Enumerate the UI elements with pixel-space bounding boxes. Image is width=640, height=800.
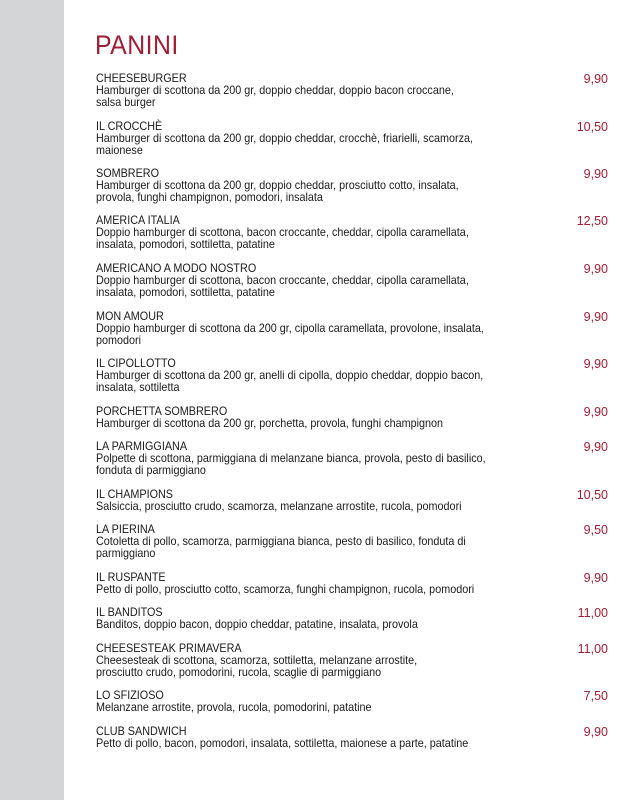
side-band — [0, 0, 64, 800]
page-title: PANINI — [95, 30, 179, 60]
item-name: IL CIPOLLOTTO — [96, 356, 176, 370]
menu-item — [96, 262, 612, 298]
menu-item — [96, 120, 612, 156]
item-name: IL RUSPANTE — [96, 570, 166, 584]
menu-item — [96, 571, 612, 595]
item-name: AMERICA ITALIA — [96, 213, 180, 227]
item-description: fonduta di parmiggiano — [96, 463, 206, 477]
item-description: Petto di pollo, prosciutto cotto, scamorza, funghi champignon, rucola, pomodori — [96, 582, 475, 596]
item-name: PORCHETTA SOMBRERO — [96, 404, 228, 418]
item-price: 7,50 — [583, 689, 608, 703]
item-description: insalata, pomodori, sottiletta, patatine — [96, 285, 275, 299]
item-description: maionese — [96, 143, 143, 157]
menu-item — [96, 606, 612, 630]
item-description: Hamburger di scottona da 200 gr, porchetta, provola, funghi champignon — [96, 416, 444, 430]
menu-item — [96, 310, 612, 346]
item-price: 9,90 — [583, 440, 608, 454]
item-description: pomodori — [96, 333, 142, 347]
item-price: 9,90 — [583, 310, 608, 324]
item-description: Doppio hamburger di scottona, bacon croccante, cheddar, cipolla caramellata, — [96, 225, 469, 239]
menu-item — [96, 72, 612, 108]
item-description: Salsiccia, prosciutto crudo, scamorza, melanzane arrostite, rucola, pomodori — [96, 499, 462, 513]
menu-item — [96, 523, 612, 559]
item-price: 9,50 — [583, 523, 608, 537]
item-name: SOMBRERO — [96, 166, 160, 180]
item-description: Doppio hamburger di scottona da 200 gr, cipolla caramellata, provolone, insalata, — [96, 321, 484, 335]
item-name: LA PARMIGGIANA — [96, 439, 188, 453]
item-description: Petto di pollo, bacon, pomodori, insalata, sottiletta, maionese a parte, patatine — [96, 736, 469, 750]
menu-item — [96, 440, 612, 476]
item-price: 10,50 — [576, 120, 608, 134]
item-name: AMERICANO A MODO NOSTRO — [96, 261, 257, 275]
item-name: IL CROCCHÈ — [96, 119, 163, 133]
item-name: LO SFIZIOSO — [96, 688, 164, 702]
item-description: Polpette di scottona, parmiggiana di melanzane bianca, provola, pesto di basilico, — [96, 451, 486, 465]
menu-item — [96, 725, 612, 749]
item-description: insalata, sottiletta — [96, 380, 180, 394]
item-price: 11,00 — [577, 642, 608, 656]
item-price: 9,90 — [583, 72, 608, 86]
item-name: CHEESESTEAK PRIMAVERA — [96, 641, 242, 655]
item-price: 9,90 — [583, 167, 608, 181]
item-price: 9,90 — [583, 262, 608, 276]
item-name: IL BANDITOS — [96, 605, 163, 619]
menu-item — [96, 357, 612, 393]
menu-item — [96, 214, 612, 250]
item-price: 9,90 — [583, 571, 608, 585]
item-description: Melanzane arrostite, provola, rucola, pomodorini, patatine — [96, 700, 372, 714]
menu-item — [96, 689, 612, 713]
item-name: IL CHAMPIONS — [96, 487, 174, 501]
item-description: parmiggiano — [96, 546, 156, 560]
item-description: Hamburger di scottona da 200 gr, anelli di cipolla, doppio cheddar, doppio bacon, — [96, 368, 484, 382]
item-description: Cotoletta di pollo, scamorza, parmiggiana bianca, pesto di basilico, fonduta di — [96, 534, 466, 548]
menu-item — [96, 405, 612, 429]
item-price: 11,00 — [577, 606, 608, 620]
item-price: 10,50 — [576, 488, 608, 502]
menu-item — [96, 167, 612, 203]
item-price: 12,50 — [576, 214, 608, 228]
item-description: Doppio hamburger di scottona, bacon croccante, cheddar, cipolla caramellata, — [96, 273, 469, 287]
menu-item — [96, 488, 612, 512]
item-description: Banditos, doppio bacon, doppio cheddar, patatine, insalata, provola — [96, 617, 418, 631]
item-price: 9,90 — [583, 405, 608, 419]
item-name: CHEESEBURGER — [96, 71, 187, 85]
item-name: MON AMOUR — [96, 309, 164, 323]
item-price: 9,90 — [583, 725, 608, 739]
item-name: LA PIERINA — [96, 522, 155, 536]
item-name: CLUB SANDWICH — [96, 724, 187, 738]
item-description: Cheesesteak di scottona, scamorza, sottiletta, melanzane arrostite, — [96, 653, 418, 667]
item-description: Hamburger di scottona da 200 gr, doppio cheddar, prosciutto cotto, insalata, — [96, 178, 459, 192]
item-description: Hamburger di scottona da 200 gr, doppio cheddar, doppio bacon croccane, — [96, 83, 454, 97]
item-description: provola, funghi champignon, pomodori, insalata — [96, 190, 323, 204]
item-description: insalata, pomodori, sottiletta, patatine — [96, 237, 275, 251]
item-price: 9,90 — [583, 357, 608, 371]
item-description: salsa burger — [96, 95, 156, 109]
item-description: Hamburger di scottona da 200 gr, doppio cheddar, crocchè, friarielli, scamorza, — [96, 131, 474, 145]
menu-item — [96, 642, 612, 678]
item-description: prosciutto crudo, pomodorini, rucola, scaglie di parmiggiano — [96, 665, 382, 679]
